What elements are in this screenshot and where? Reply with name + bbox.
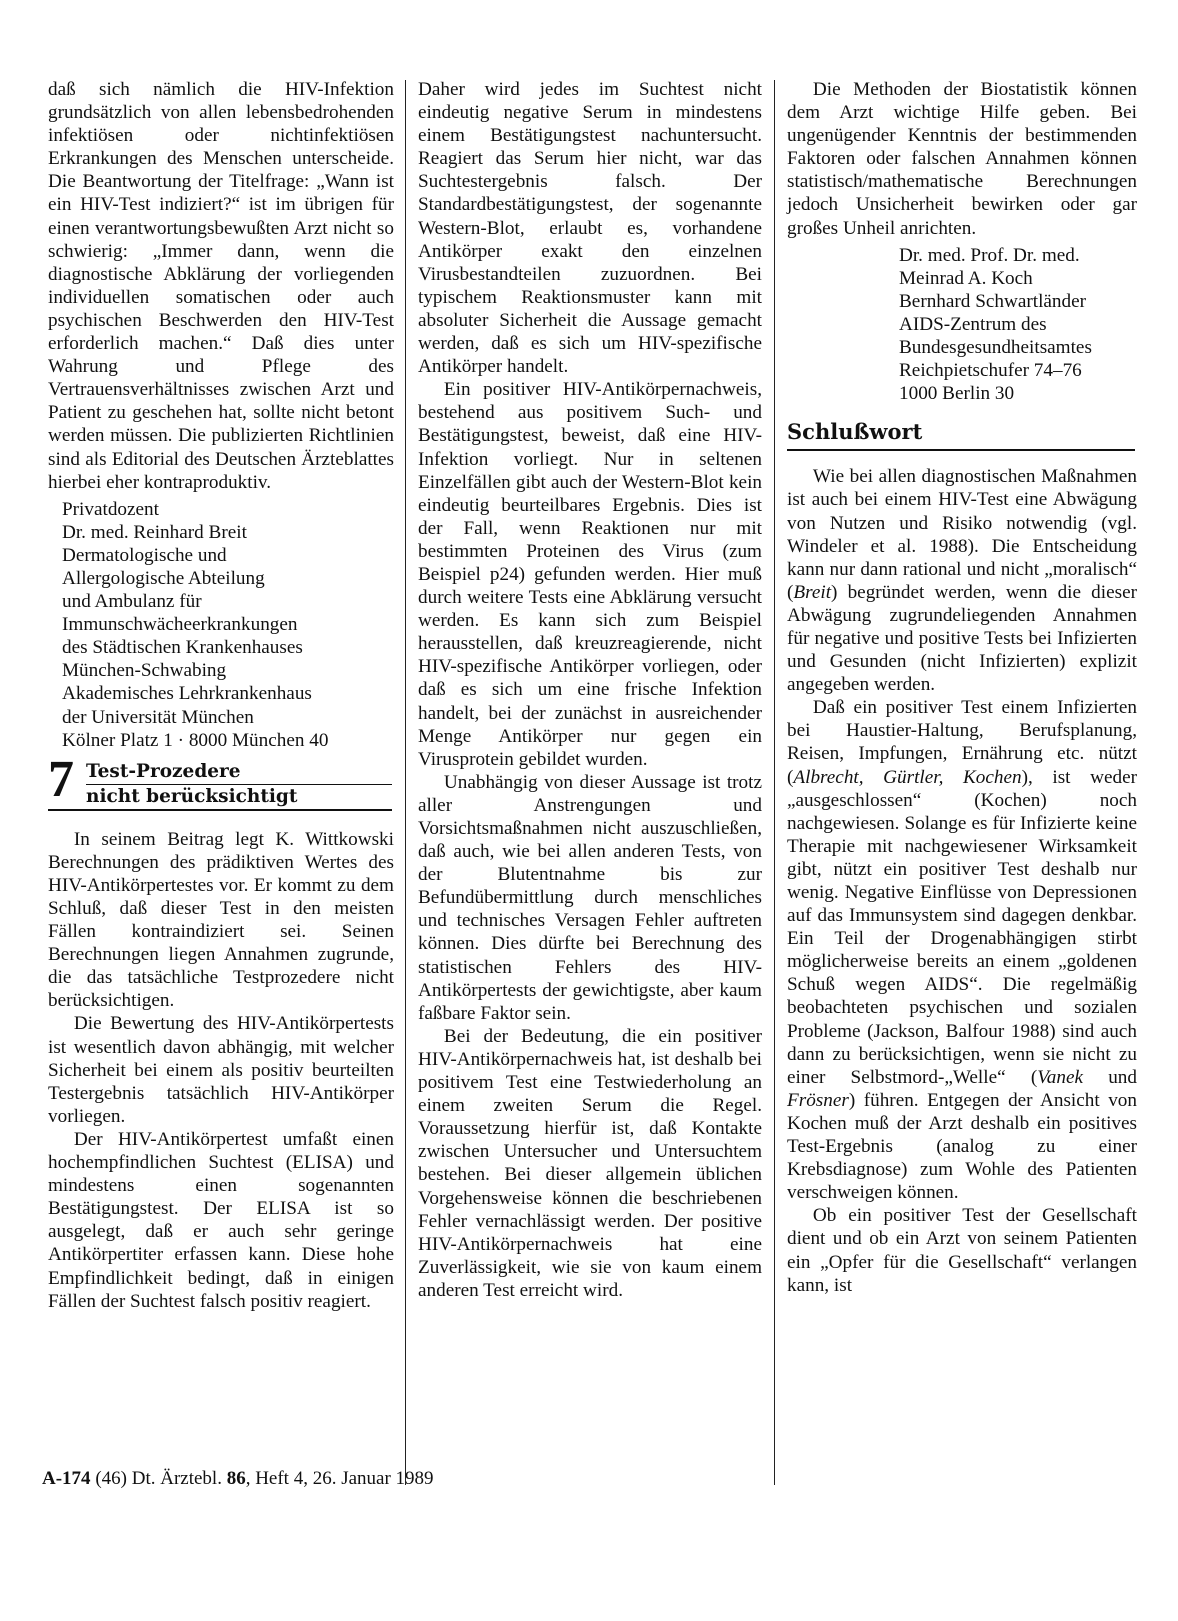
journal-issue: , Heft 4, 26. Januar 1989 <box>245 1468 434 1489</box>
paragraph: Die Methoden der Biostatistik können dem Arzt wichtige Hilfe geben. Bei ungenügender Kenntnis der bestimmenden Faktoren oder falschen Annahmen können statistisch/mathematische Berechnungen jedoch Unsicherheit bewirken oder gar großes Unheil anrichten. <box>787 79 1137 239</box>
section-title-line2: nicht berücksichtigt <box>86 785 298 807</box>
address-line: Dr. med. Reinhard Breit <box>62 521 247 543</box>
section-number: 7 <box>48 750 74 808</box>
paragraph: Ob ein positiver Test der Gesellschaft dient und ob ein Arzt von seinem Patienten ein „Opfer für die Gesellschaft“ verlangen kann, ist <box>787 1205 1137 1296</box>
text-run: Wie bei allen diagnostischen Maßnahmen ist auch bei einem HIV-Test eine Abwägung von Nutzen und Risiko notwendig (vgl. Windeler et al. 1988). Die Entscheidung kann nur dann rational und nicht „moralisch“ ( <box>787 466 1137 603</box>
citation-name: Breit <box>793 581 832 603</box>
paragraph: Die Bewertung des HIV-Antikörpertests ist wesentlich davon abhängig, mit welcher Sicherheit bei einem als positiv beurteilten Testergebnis tatsächlich HIV-Antikörper vorliegen. <box>48 1013 394 1127</box>
heading-rule <box>48 809 392 811</box>
heading-rule <box>86 784 392 785</box>
page-footer <box>42 1468 434 1490</box>
address-line: Immunschwächeerkrankungen <box>62 614 298 636</box>
paragraph: Ein positiver HIV-Antikörpernachweis, bestehend aus positivem Such- und Bestätigungstest, beweist, daß eine HIV-Infektion vorliegt. Nur in seltenen Einzelfällen gibt auch der Western-Blot kein eindeutig beurteilbares Ergebnis. Dies ist der Fall, wenn Reaktionen nur mit bestimmten Proteinen des Virus (zum Beispiel p24) gefunden werden. Hier muß durch weitere Tests eine Abklärung versucht werden. Es kann sich zum Beispiel herausstellen, daß kreuzreagierende, nicht HIV-spezifische Antikörper vorliegen, oder daß es sich um eine frische Infektion handelt, bei der zunächst in ausreichender Menge Antikörper nur gegen ein Virusprotein gebildet wurden. <box>418 379 762 770</box>
text-run: ), ist weder „ausgeschlossen“ (Kochen) noch nachgewiesen. Solange es für Infizierte keine Therapie mit nachgewiesener Wirksamkeit gibt, nützt ein positiver Test deshalb nur wenig. Negative Einflüsse von Depressionen auf das Immunsystem sind dagegen denkbar. Ein Teil der Drogenabhängigen stirbt möglicherweise bereits an einem „goldenen Schuß wegen AIDS“. Die regelmäßig beobachteten psychischen und sozialen Probleme (Jackson, Balfour 1988) sind auch dann zu berücksichtigen, wenn sie nicht zu einer Selbstmord-„Welle“ ( <box>787 766 1137 1088</box>
text-run: ) begründet werden, wenn die dieser Abwägung zugrundeliegenden Annahmen für negative und positive Tests bei Infizierten und Gesunden (nicht Infizierten) explizit angegeben werden. <box>787 581 1137 696</box>
paragraph: daß sich nämlich die HIV-Infektion grundsätzlich von allen lebensbedrohenden infektiösen oder nichtinfektiösen Erkrankungen des Menschen unterscheide. Die Beantwortung der Titelfrage: „Wann ist ein HIV-Test indiziert?“ ist im übrigen für einen verantwortungsbewußten Arzt nicht so schwierig: „Immer dann, wenn die diagnostische Abklärung der vorliegenden individuellen somatischen oder auch psychischen Beschwerden den HIV-Test erforderlich machen.“ Daß dies unter Wahrung und Pflege des Vertrauensverhältnisses zwischen Arzt und Patient zu geschehen hat, sollte nicht betont werden müssen. Die publizierten Richtlinien sind als Editorial des Deutschen Ärzteblattes hierbei eher kontraproduktiv. <box>48 79 394 493</box>
citation-name: Vanek <box>1037 1066 1084 1088</box>
paragraph <box>787 465 1137 696</box>
address-line: 1000 Berlin 30 <box>899 383 1015 405</box>
paragraph <box>787 696 1137 1204</box>
address-line: Akademisches Lehrkrankenhaus <box>62 683 312 705</box>
section-title-line1: Test-Prozedere <box>86 760 241 782</box>
text-run: Daß ein positiver Test einem Infizierten bei Haustier-Haltung, Berufsplanung, Reisen, Impfungen, Ernährung etc. nützt ( <box>787 697 1137 788</box>
column-1 <box>48 78 394 1313</box>
column-divider-left <box>405 80 406 1485</box>
address-line: AIDS-Zentrum des <box>899 313 1047 335</box>
paragraph: Der HIV-Antikörpertest umfaßt einen hochempfindlichen Suchtest (ELISA) und mindestens einen sogenannten Bestätigungstest. Der ELISA ist so ausgelegt, daß er auch sehr geringe Antikörpertiter erfassen kann. Diese hohe Empfindlichkeit bedingt, daß in einigen Fällen der Suchtest falsch positiv reagiert. <box>48 1128 394 1312</box>
address-line: Bernhard Schwartländer <box>899 290 1087 312</box>
address-line: Allergologische Abteilung <box>62 567 265 589</box>
address-line: des Städtischen Krankenhauses <box>62 637 303 659</box>
heading-rule <box>787 449 1135 451</box>
paragraph: Bei der Bedeutung, die ein positiver HIV-Antikörpernachweis hat, ist deshalb bei positivem Test eine Testwiederholung an einem zweiten Serum die Regel. Voraussetzung hierfür ist, daß Kontakte zwischen Untersucher und Untersuchtem bestehen. Bei dieser allgemein üblichen Vorgehensweise können die beschriebenen Fehler vernachlässigt werden. Der positive HIV-Antikörpernachweis hat eine Zuverlässigkeit, wie sie von kaum einem anderen Test erreicht wird. <box>418 1025 762 1301</box>
journal-volume: 86 <box>226 1468 246 1489</box>
section-heading-schlusswort <box>787 415 1137 451</box>
paragraph: In seinem Beitrag legt K. Wittkowski Berechnungen des prädiktiven Wertes des HIV-Antikörpertestes vor. Er kommt zu dem Schluß, daß dieser Test in den meisten Fällen kontraindiziert sei. Seinen Berechnungen liegen Annahmen zugrunde, die das tatsächliche Testprozedere nicht berücksichtigen. <box>48 828 394 1012</box>
address-line: Privatdozent <box>62 498 159 520</box>
address-line: Meinrad A. Koch <box>899 267 1033 289</box>
address-line: München-Schwabing <box>62 660 227 682</box>
address-line: Kölner Platz 1 · 8000 München 40 <box>62 729 329 751</box>
address-line: und Ambulanz für <box>62 591 202 613</box>
text-run: und <box>1083 1066 1137 1088</box>
journal-citation: (46) Dt. Ärztebl. <box>90 1468 227 1489</box>
citation-names: Albrecht, Gürtler, Kochen <box>793 766 1022 788</box>
section-heading-7 <box>48 750 394 810</box>
text-run: ) führen. Entgegen der Ansicht von Kochen muß der Arzt deshalb ein positives Test-Ergebnis (analog zu einer Krebsdiagnose) zum Wohle des Patienten verschweigen können. <box>787 1089 1137 1204</box>
address-line: Bundesgesundheitsamtes <box>899 337 1092 359</box>
address-line: Dermatologische und <box>62 544 227 566</box>
column-2 <box>418 78 762 1302</box>
section-title: Schlußwort <box>787 419 923 445</box>
address-line: Dr. med. Prof. Dr. med. <box>899 244 1080 266</box>
citation-name: Frösner <box>787 1089 849 1111</box>
address-line: Reichpietschufer 74–76 <box>899 360 1082 382</box>
author-address-breit <box>62 498 394 752</box>
column-3 <box>787 78 1137 1297</box>
paragraph: Unabhängig von dieser Aussage ist trotz aller Anstrengungen und Vorsichtsmaßnahmen nicht auszuschließen, daß auch, wie bei allen anderen Tests, von der Blutentnahme bis zur Befundübermittlung durch menschliches und technisches Versagen Fehler auftreten können. Dies dürfte bei Berechnung des statistischen Fehlers des HIV-Antikörpertests der gewichtigste, aber kaum faßbare Faktor sein. <box>418 771 762 1024</box>
paragraph: Daher wird jedes im Suchtest nicht eindeutig negative Serum in mindestens einem Bestätigungstest nachuntersucht. Reagiert das Serum hier nicht, war das Suchtestergebnis falsch. Der Standardbestätigungstest, der sogenannte Western-Blot, erlaubt es, vorhandene Antikörper exakt den einzelnen Virusbestandteilen zuzuordnen. Bei typischem Reaktionsmuster kann mit absoluter Sicherheit die Aussage gemacht werden, daß es sich um HIV-spezifische Antikörper handelt. <box>418 79 762 378</box>
column-divider-right <box>774 80 775 1485</box>
page-number: A-174 <box>42 1468 91 1489</box>
address-line: der Universität München <box>62 706 254 728</box>
author-address-koch <box>899 244 1137 406</box>
